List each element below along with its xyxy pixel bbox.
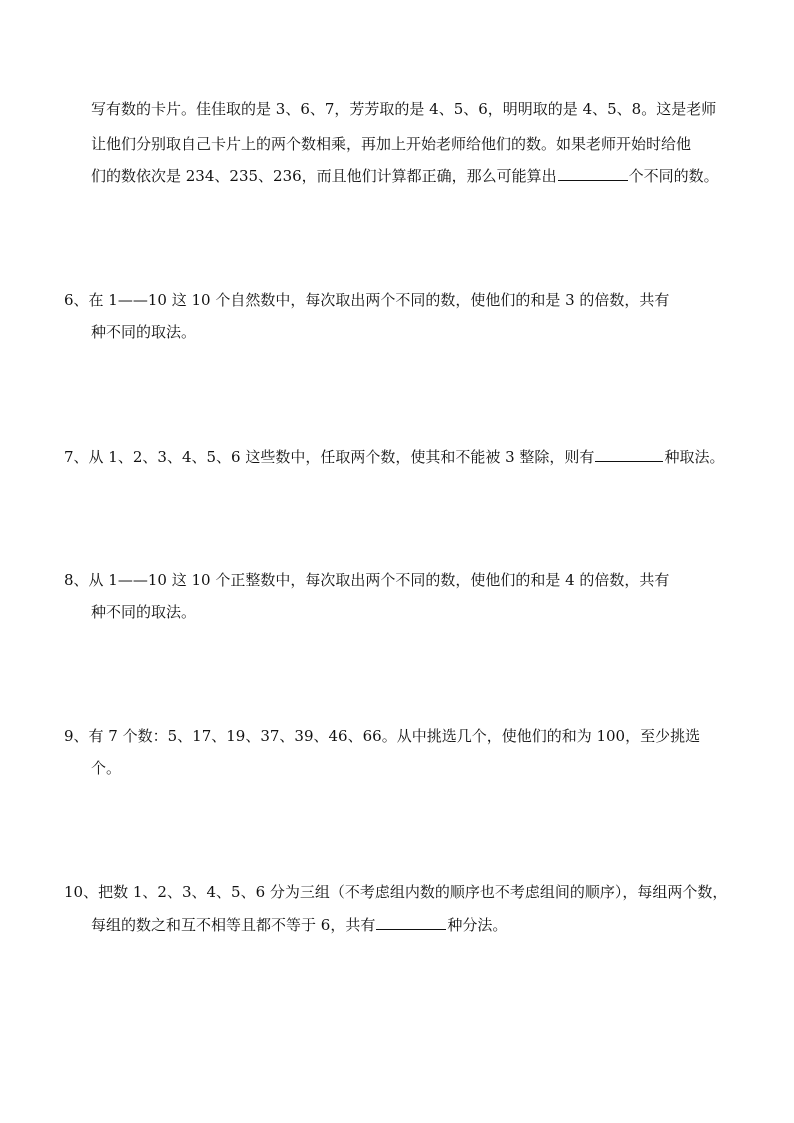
q7-text-1b: 种取法。 — [664, 448, 725, 466]
q6-text-2: 种不同的取法。 — [91, 323, 197, 341]
q5-text-3b: 个不同的数。 — [628, 167, 719, 185]
q5-line-2 — [91, 134, 691, 154]
q9-text-1: 9、有 7 个数：5、17、19、37、39、46、66。从中挑选几个，使他们的和为 100，至少挑选 — [64, 727, 701, 745]
q8-line-2 — [91, 602, 196, 622]
q9-text-2: 个。 — [91, 759, 122, 777]
q5-line-3 — [91, 165, 719, 186]
q10-line-1 — [64, 882, 727, 902]
q9-line-2 — [91, 758, 121, 778]
q6-line-2 — [91, 322, 196, 342]
q8-text-1: 8、从 1——10 这 10 个正整数中，每次取出两个不同的数，使他们的和是 4 的倍数，共有 — [64, 571, 670, 589]
q8-line-1 — [64, 570, 669, 590]
q6-line-1 — [64, 290, 669, 310]
q10-text-2a: 每组的数之和互不相等且都不等于 6，共有 — [91, 916, 376, 934]
q9-line-1 — [64, 726, 700, 746]
q7-text-1a: 7、从 1、2、3、4、5、6 这些数中，任取两个数，使其和不能被 3 整除，则有 — [64, 448, 595, 466]
q10-text-1: 10、把数 1、2、3、4、5、6 分为三组（不考虑组内数的顺序也不考虑组间的顺序），每组两个数， — [64, 883, 728, 901]
q5-text-3a: 们的数依次是 234、235、236，而且他们计算都正确，那么可能算出 — [91, 167, 557, 185]
q5-text-2: 让他们分别取自己卡片上的两个数相乘，再加上开始老师给他们的数。如果老师开始时给他 — [91, 135, 692, 153]
q10-line-2 — [91, 914, 507, 935]
q5-line-1 — [91, 99, 716, 119]
q10-text-2b: 种分法。 — [447, 916, 508, 934]
q7-line-1 — [64, 446, 724, 467]
q5-text-1: 写有数的卡片。佳佳取的是 3、6、7，芳芳取的是 4、5、6，明明取的是 4、5、8。这是老师 — [91, 100, 717, 118]
q8-text-2: 种不同的取法。 — [91, 603, 197, 621]
q7-answer-blank[interactable] — [595, 446, 663, 462]
q5-answer-blank[interactable] — [558, 165, 628, 181]
q10-answer-blank[interactable] — [376, 914, 446, 930]
q6-text-1: 6、在 1——10 这 10 个自然数中，每次取出两个不同的数，使他们的和是 3 的倍数，共有 — [64, 291, 670, 309]
